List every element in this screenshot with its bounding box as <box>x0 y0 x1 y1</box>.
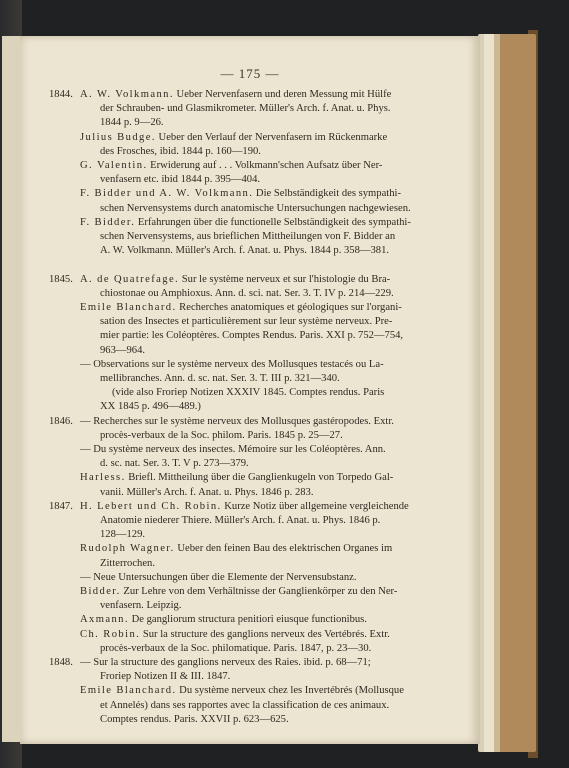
year-label: 1845. <box>49 273 73 285</box>
entry-line <box>100 699 389 713</box>
entry-text: — Recherches sur le système nerveux des Mollusques gastéropodes. Extr. <box>80 415 394 427</box>
entry-text: mellibranches. Ann. d. sc. nat. Ser. 3. T. III p. 321—340. <box>100 373 340 384</box>
entry-line <box>100 230 395 244</box>
entry-text: mier partie: les Coléoptères. Comptes Rendus. Paris. XXI p. 752—754, <box>100 330 404 342</box>
entry-text: Die Selbständigkeit des sympathi- <box>253 188 401 200</box>
entry-author: Axmann. <box>80 614 129 626</box>
entry-author: A. de Quatrefage. <box>80 273 180 285</box>
entry-line <box>100 599 181 613</box>
entry-line <box>100 400 201 414</box>
entry-text: Anatomie niederer Thiere. Müller's Arch. f. Anat. u. Phys. 1846 p. <box>100 515 381 526</box>
entry-text: sation des Insectes et particulièrement sur leur système nerveux. Pre- <box>100 316 393 328</box>
entry-text: 963—964. <box>100 344 146 356</box>
entry-text: — Observations sur le système nerveux des Mollusques testacés ou La- <box>80 358 384 370</box>
entry-text: A. W. Volkmann. Müller's Arch. f. Anat. u. Phys. 1844 p. 358—381. <box>100 245 390 257</box>
entry-first-line <box>80 542 392 556</box>
entry-first-line <box>80 131 387 145</box>
entry-line <box>100 244 389 258</box>
entry-first-line <box>80 301 402 315</box>
entry-first-line <box>80 500 409 514</box>
entry-first-line <box>80 585 397 599</box>
entry-text: Comptes rendus. Paris. XXVII p. 623—625. <box>100 713 289 725</box>
entry-first-line <box>80 159 382 173</box>
entry-text: schen Nervensystems durch anatomische Untersuchungen nachgewiesen. <box>100 202 411 214</box>
entry-author: H. Lebert und Ch. Robin. <box>80 500 222 512</box>
entry-first-line <box>80 613 367 627</box>
entry-line <box>100 329 403 343</box>
entry-text: Zitterrochen. <box>100 557 156 569</box>
book-page-stack <box>478 34 536 752</box>
entry-line <box>80 571 357 585</box>
entry-text: Erwiderung auf . . . Volkmann'schen Aufsatz über Ner- <box>147 160 383 171</box>
entry-text: Sur la structure des ganglions nerveux des Vertébrés. Extr. <box>140 628 390 640</box>
entry-line <box>100 372 340 386</box>
entry-line <box>100 344 145 358</box>
entry-author: G. Valentin. <box>80 160 148 171</box>
entry-line <box>100 557 155 571</box>
entry-text: Erfahrungen über die functionelle Selbständigkeit des sympathi- <box>135 216 411 228</box>
entry-line <box>100 528 145 542</box>
entry-text: Ueber Nervenfasern und deren Messung mit Hülfe <box>173 89 392 100</box>
entry-first-line <box>80 628 390 642</box>
entry-line <box>100 457 249 471</box>
entry-first-line <box>80 187 401 201</box>
entry-text: 1844 p. 9—26. <box>100 117 164 129</box>
entry-text: — Sur la structure des ganglions nerveux des Raies. ibid. p. 68—71; <box>80 657 371 668</box>
page-number: — 175 — <box>220 66 280 81</box>
entry-line <box>100 315 392 329</box>
entry-author: Harless. <box>80 472 126 484</box>
entry-line <box>100 173 260 187</box>
entry-text: d. sc. nat. Ser. 3. T. V p. 273—379. <box>100 458 249 470</box>
entry-text: Zur Lehre von dem Verhältnisse der Ganglienkörper zu den Ner- <box>120 586 398 597</box>
entry-first-line <box>80 88 391 102</box>
entry-text: Ueber den Verlauf der Nervenfasern im Rückenmarke <box>155 131 388 143</box>
book-page <box>20 36 480 744</box>
entry-line <box>112 386 384 400</box>
entry-author: A. W. Volkmann. <box>80 89 174 100</box>
year-label: 1847. <box>49 500 73 512</box>
entry-author: Julius Budge. <box>80 131 156 143</box>
entry-text: Ueber den feinen Bau des elektrischen Organes im <box>174 543 393 555</box>
entry-author: Bidder. <box>80 586 121 597</box>
entry-first-line <box>80 216 411 230</box>
entry-author: Rudolph Wagner. <box>80 543 175 555</box>
year-label: 1846. <box>49 415 73 427</box>
entry-line <box>80 443 386 457</box>
entry-text: schen Nervensystems, aus brieflichen Mittheilungen von F. Bidder an <box>100 231 396 242</box>
entry-text: Sur le système nerveux et sur l'histologie du Bra- <box>179 273 391 285</box>
entry-text: — Neue Untersuchungen über die Elemente der Nervensubstanz. <box>80 571 357 583</box>
entry-text: der Schrauben- und Glasmikrometer. Müller's Arch. f. Anat. u. Phys. <box>100 103 391 115</box>
year-label: 1848. <box>49 657 73 668</box>
year-label: 1844. <box>49 89 73 100</box>
entry-text: Kurze Notiz über allgemeine vergleichende <box>221 500 409 512</box>
entry-text: venfasern etc. ibid 1844 p. 395—404. <box>100 174 261 186</box>
entry-line <box>100 429 343 443</box>
entry-line <box>100 116 164 130</box>
entry-text: De gangliorum structura penitiori eiusque functionibus. <box>128 614 367 626</box>
entry-text: Du système nerveux chez les Invertébrés (Mollusque <box>176 685 404 697</box>
entry-first-line <box>80 471 393 485</box>
previous-page-edge <box>2 36 21 742</box>
entry-line <box>80 415 394 429</box>
entry-text: venfasern. Leipzig. <box>100 600 182 612</box>
entry-line <box>100 145 261 159</box>
entry-line <box>100 287 394 301</box>
entry-line <box>80 656 371 670</box>
entry-text: (vide also Froriep Notizen XXXIV 1845. Comptes rendus. Paris <box>112 387 385 399</box>
entry-text: procès-verbaux de la Soc. philom. Paris. 1845 p. 25—27. <box>100 429 343 441</box>
entry-line <box>100 713 289 727</box>
entry-line <box>100 514 380 528</box>
entry-text: Recherches anatomiques et géologiques sur l'organi- <box>176 302 402 313</box>
entry-first-line <box>80 684 404 698</box>
entry-text: XX 1845 p. 496—489.) <box>100 401 201 413</box>
entry-line <box>100 486 313 500</box>
entry-text: chiostonae ou Amphioxus. Ann. d. sci. nat. Ser. 3. T. IV p. 214—229. <box>100 287 394 299</box>
entry-text: et Annelés) dans ses rapportes avec la classification de ces animaux. <box>100 699 390 711</box>
entry-line <box>80 358 384 372</box>
entry-text: — Du système nerveux des insectes. Mémoire sur les Coléoptères. Ann. <box>80 444 386 455</box>
entry-author: F. Bidder und A. W. Volkmann. <box>80 188 254 200</box>
entry-line <box>100 202 411 216</box>
entry-text: des Frosches, ibid. 1844 p. 160—190. <box>100 145 261 157</box>
entry-first-line <box>80 273 390 287</box>
entry-text: Froriep Notizen II & III. 1847. <box>100 671 231 683</box>
entry-author: F. Bidder. <box>80 216 136 228</box>
entry-author: Emile Blanchard. <box>80 302 177 313</box>
entry-author: Ch. Robin. <box>80 628 141 640</box>
entry-line <box>100 670 230 684</box>
entry-line <box>100 102 391 116</box>
entry-author: Emile Blanchard. <box>80 685 177 697</box>
entry-text: procès-verbaux de la Soc. philomatique. Paris. 1847, p. 23—30. <box>100 642 372 654</box>
entry-line <box>100 642 371 656</box>
entry-text: 128—129. <box>100 529 146 541</box>
entry-text: Briefl. Mittheilung über die Ganglienkugeln von Torpedo Gal- <box>125 472 394 484</box>
entry-text: vanii. Müller's Arch. f. Anat. u. Phys. 1846 p. 283. <box>100 486 314 498</box>
